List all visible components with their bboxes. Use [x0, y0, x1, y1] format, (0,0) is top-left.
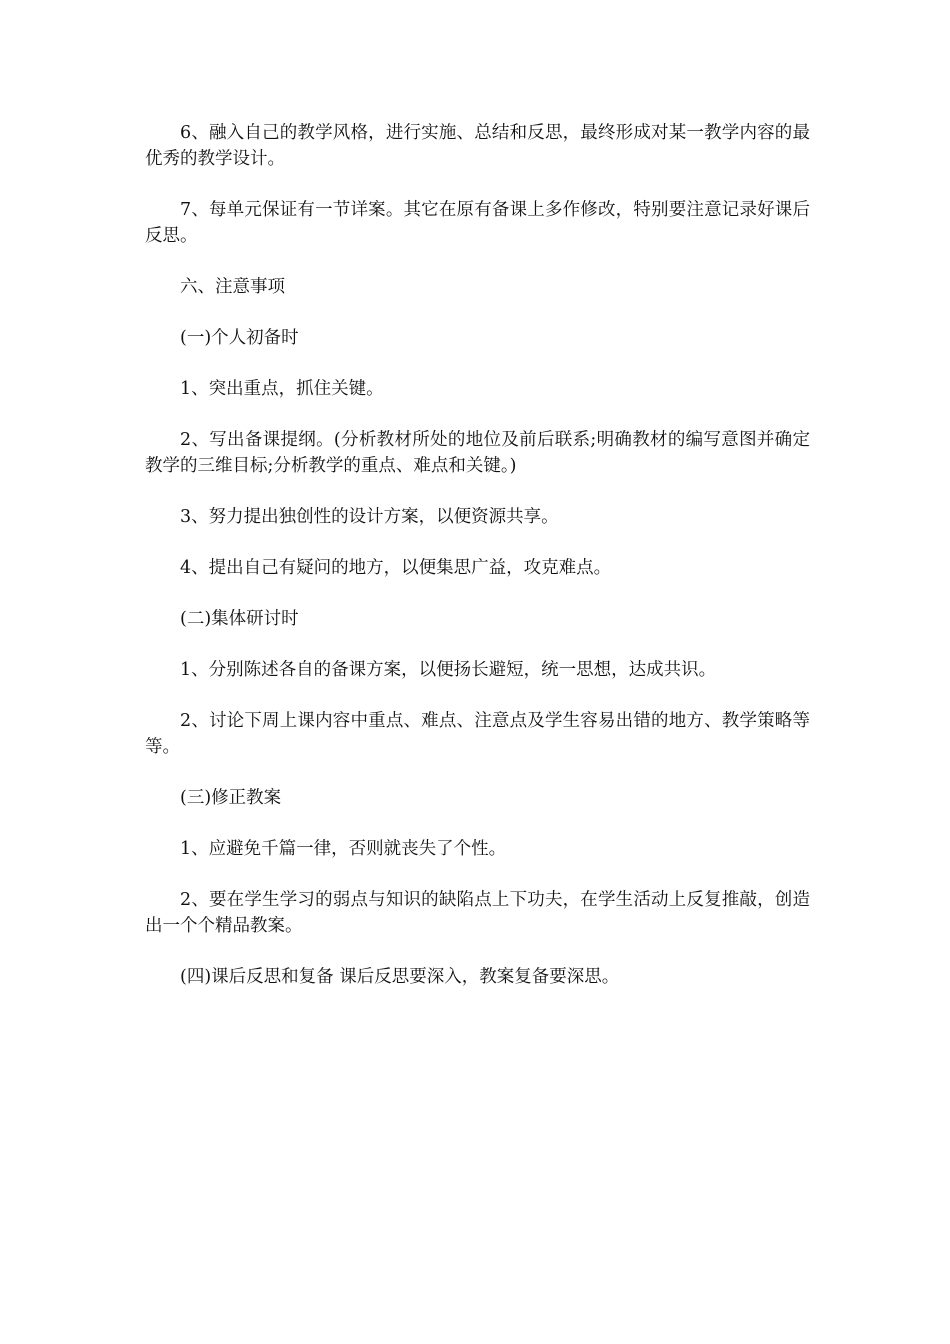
subheading-personal-prep: (一)个人初备时 [180, 328, 299, 348]
list-item-1: 1、突出重点，抓住关键。 [180, 379, 384, 399]
list-item-1: 1、分别陈述各自的备课方案，以便扬长避短，统一思想，达成共识。 [180, 660, 717, 680]
list-item-2: 2、讨论下周上课内容中重点、难点、注意点及学生容易出错的地方、教学策略等等。 [145, 711, 810, 757]
document-body [145, 120, 810, 1015]
subheading-group-discussion: (二)集体研讨时 [180, 609, 299, 629]
list-item-3: 3、努力提出独创性的设计方案，以便资源共享。 [180, 507, 559, 527]
list-item-2: 2、写出备课提纲。(分析教材所处的地位及前后联系;明确教材的编写意图并确定教学的三维目标;分析教学的重点、难点和关键。) [145, 430, 810, 476]
paragraph-item-7: 7、每单元保证有一节详案。其它在原有备课上多作修改，特别要注意记录好课后反思。 [145, 200, 810, 246]
list-item-4: 4、提出自己有疑问的地方，以便集思广益，攻克难点。 [180, 558, 612, 578]
section-heading-notes: 六、注意事项 [180, 277, 285, 297]
list-item-2: 2、要在学生学习的弱点与知识的缺陷点上下功夫，在学生活动上反复推敲，创造出一个个精品教案。 [145, 890, 810, 936]
list-item-1: 1、应避免千篇一律，否则就丧失了个性。 [180, 839, 507, 859]
subheading-revise-plan: (三)修正教案 [180, 788, 282, 808]
paragraph-item-6: 6、融入自己的教学风格，进行实施、总结和反思，最终形成对某一教学内容的最优秀的教学设计。 [145, 123, 810, 169]
subheading-reflection: (四)课后反思和复备 课后反思要深入，教案复备要深思。 [180, 967, 620, 987]
